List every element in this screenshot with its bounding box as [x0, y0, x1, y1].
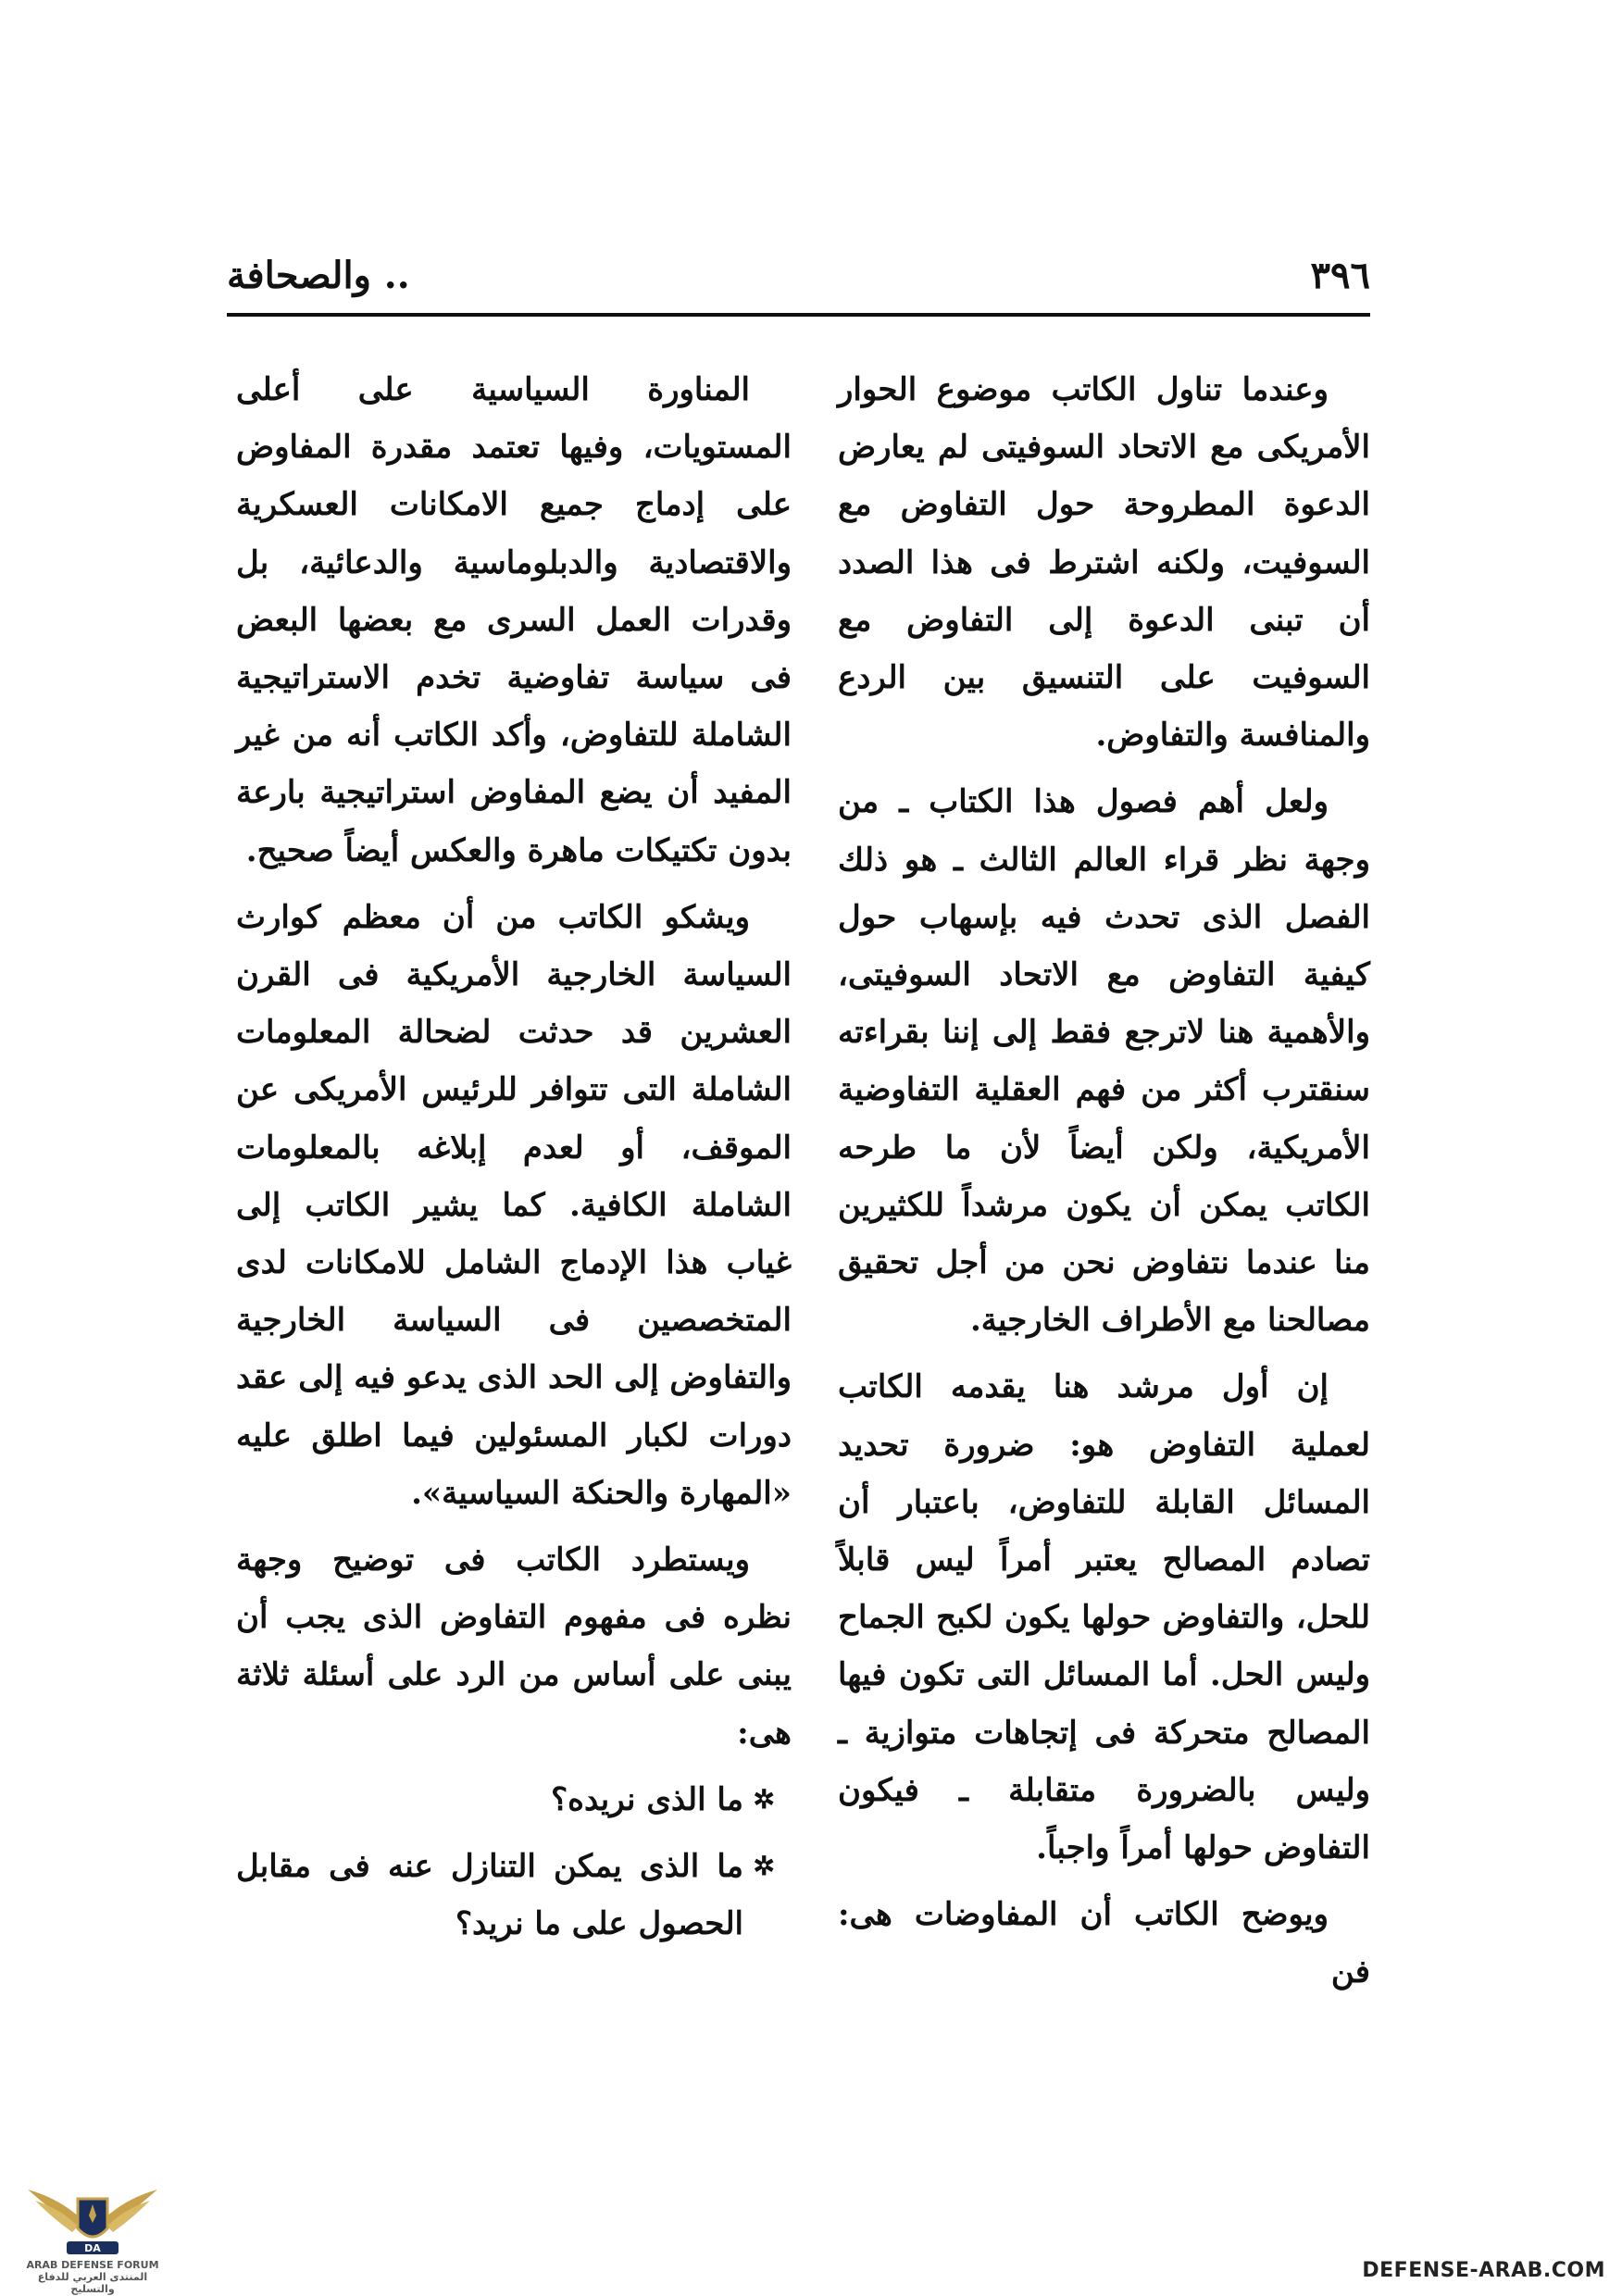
site-watermark: DEFENSE-ARAB.COM [1362, 2259, 1605, 2282]
paragraph: ويشكو الكاتب من أن معظم كوارث السياسة الخارجية الأمريكية فى القرن العشرين قد حدثت لضحالة المعلومات الشاملة التى تتوافر للرئيس الأمريكى عن الموقف، أو لعدم إبلاغه بالمعلومات الشاملة الكافية. كما يشير الكاتب إلى غياب هذا الإدماج الشامل للامكانات لدى المتخصصين فى السياسة الخارجية والتفاوض إلى الحد الذى يدعو فيه إلى عقد دورات لكبار المسئولين فيما اطلق عليه «المهارة والحنكة السياسية». [236, 898, 792, 1512]
bullet-icon: ✲ [753, 1783, 775, 1815]
list-item-text: ما الذى نريده؟ [551, 1780, 743, 1818]
question-list [236, 1771, 792, 1953]
list-item [236, 1838, 792, 1953]
page-number: ٣٩٦ [1310, 254, 1370, 297]
running-header [227, 248, 1370, 317]
list-item [236, 1771, 792, 1828]
right-column [838, 361, 1370, 2011]
logo-caption: ARAB DEFENSE FORUM المنتدى العربي للدفاع والتسليح [26, 2259, 159, 2295]
paragraph: إن أول مرشد هنا يقدمه الكاتب لعملية التفاوض هو: ضرورة تحديد المسائل القابلة للتفاوض، باعتبار أن تصادم المصالح يعتبر أمراً ليس قابلاً للحل، والتفاوض حولها يكون لكبح الجماح وليس الحل. أما المسائل التى تكون فيها المصالح متحركة فى إتجاهات متوازية ـ وليس بالضرورة متقابلة ـ فيكون التفاوض حولها أمراً واجباً. [838, 1368, 1370, 1867]
bullet-icon: ✲ [753, 1851, 775, 1882]
left-column [236, 361, 792, 1962]
paragraph: ويستطرد الكاتب فى توضيح وجهة نظره فى مفهوم التفاوض الذى يجب أن يبنى على أساس من الرد على أسئلة ثلاثة هى: [236, 1541, 792, 1752]
paragraph: المناورة السياسية على أعلى المستويات، وفيها تعتمد مقدرة المفاوض على إدماج جميع الامكانات العسكرية والاقتصادية والدبلوماسية والدعائية، بل وقدرات العمل السرى مع بعضها البعض فى سياسة تفاوضية تخدم الاستراتيجية الشاملة للتفاوض، وأكد الكاتب أنه من غير المفيد أن يضع المفاوض استراتيجية بارعة بدون تكتيكات ماهرة والعكس أيضاً صحيح. [236, 371, 792, 869]
list-item-text: ما الذى يمكن التنازل عنه فى مقابل الحصول على ما نريد؟ [236, 1848, 743, 1943]
running-title: .. والصحافة [227, 254, 410, 297]
paragraph: ويوضح الكاتب أن المفاوضات هى: فن [838, 1896, 1370, 1991]
svg-text:DA: DA [84, 2242, 101, 2254]
paragraph: ولعل أهم فصول هذا الكتاب ـ من وجهة نظر قراء العالم الثالث ـ هو ذلك الفصل الذى تحدث فيه بإسهاب حول كيفية التفاوض مع الاتحاد السوفيتى، والأهمية هنا لاترجع فقط إلى إننا بقراءته سنقترب أكثر من فهم العقلية التفاوضية الأمريكية، ولكن أيضاً لأن ما طرحه الكاتب يمكن أن يكون مرشداً للكثيرين منا عندما نتفاوض نحن من أجل تحقيق مصالحنا مع الأطراف الخارجية. [838, 783, 1370, 1340]
paragraph: وعندما تناول الكاتب موضوع الحوار الأمريكى مع الاتحاد السوفيتى لم يعارض الدعوة المطروحة حول التفاوض مع السوفيت، ولكنه اشترط فى هذا الصدد أن تبنى الدعوة إلى التفاوض مع السوفيت على التنسيق بين الردع والمنافسة والتفاوض. [838, 371, 1370, 755]
